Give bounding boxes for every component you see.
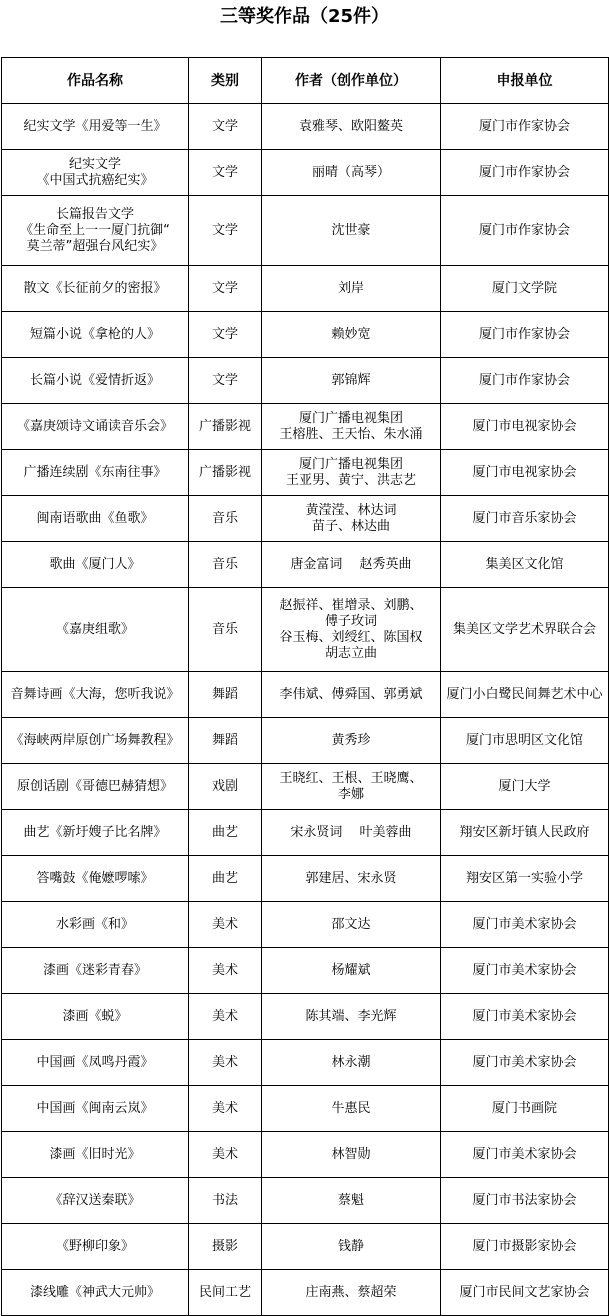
work-category: 音乐 (189, 542, 262, 588)
work-name: 散文《长征前夕的密报》 (2, 266, 189, 312)
work-category: 广播影视 (189, 450, 262, 496)
work-unit: 厦门市作家协会 (441, 196, 609, 266)
table-header-row (2, 58, 609, 104)
work-name: 短篇小说《拿枪的人》 (2, 312, 189, 358)
work-author: 赵振祥、崔增录、刘鹏、 傅子玫词 谷玉梅、刘绶红、陈国权 胡志立曲 (262, 588, 441, 672)
work-author: 沈世豪 (262, 196, 441, 266)
work-unit: 厦门市作家协会 (441, 150, 609, 196)
work-author: 林永潮 (262, 1040, 441, 1086)
work-author: 黄滢滢、林达词 苗子、林达曲 (262, 496, 441, 542)
work-category: 广播影视 (189, 404, 262, 450)
work-unit: 厦门书画院 (441, 1086, 609, 1132)
work-unit: 集美区文化馆 (441, 542, 609, 588)
header-name: 作品名称 (2, 58, 189, 104)
table-row (2, 496, 609, 542)
table-body (2, 104, 609, 1316)
work-name: 漆线雕《神武大元帅》 (2, 1270, 189, 1316)
work-name: 水彩画《和》 (2, 902, 189, 948)
work-author: 丽晴（高琴） (262, 150, 441, 196)
work-category: 民间工艺 (189, 1270, 262, 1316)
table-row (2, 1178, 609, 1224)
work-name: 漆画《迷彩青春》 (2, 948, 189, 994)
table-row (2, 266, 609, 312)
table-row (2, 672, 609, 718)
work-category: 文学 (189, 150, 262, 196)
work-category: 文学 (189, 358, 262, 404)
work-name: 漆画《蜕》 (2, 994, 189, 1040)
work-unit: 厦门市美术家协会 (441, 948, 609, 994)
work-name: 长篇报告文学 《生命至上一一厦门抗御“ 莫兰蒂”超强台风纪实》 (2, 196, 189, 266)
work-category: 美术 (189, 1132, 262, 1178)
work-name: 原创话剧《哥德巴赫猜想》 (2, 764, 189, 810)
work-category: 书法 (189, 1178, 262, 1224)
table-row (2, 902, 609, 948)
page-title: 三等奖作品（25件） (219, 6, 390, 27)
work-category: 文学 (189, 196, 262, 266)
table-row (2, 150, 609, 196)
table-row (2, 718, 609, 764)
work-category: 文学 (189, 104, 262, 150)
work-category: 舞蹈 (189, 672, 262, 718)
work-author: 林智勋 (262, 1132, 441, 1178)
work-category: 音乐 (189, 588, 262, 672)
work-name: 《嘉庚组歌》 (2, 588, 189, 672)
work-unit: 厦门市美术家协会 (441, 994, 609, 1040)
work-name: 《海峡两岸原创广场舞教程》 (2, 718, 189, 764)
work-author: 唐金富词 赵秀英曲 (262, 542, 441, 588)
work-unit: 厦门市作家协会 (441, 312, 609, 358)
work-author: 郭锦辉 (262, 358, 441, 404)
work-author: 袁雅琴、欧阳鳌英 (262, 104, 441, 150)
work-category: 美术 (189, 1040, 262, 1086)
work-category: 文学 (189, 266, 262, 312)
work-name: 音舞诗画《大海，您听我说》 (2, 672, 189, 718)
work-name: 纪实文学《用爱等一生》 (2, 104, 189, 150)
work-author: 邵文达 (262, 902, 441, 948)
work-category: 文学 (189, 312, 262, 358)
table-row (2, 1086, 609, 1132)
header-unit: 申报单位 (441, 58, 609, 104)
work-name: 长篇小说《爱情折返》 (2, 358, 189, 404)
table-row (2, 588, 609, 672)
work-category: 曲艺 (189, 810, 262, 856)
work-unit: 厦门小白鹭民间舞艺术中心 (441, 672, 609, 718)
table-row (2, 196, 609, 266)
work-author: 厦门广播电视集团 王亚男、黄宁、洪志艺 (262, 450, 441, 496)
work-author: 郭建居、宋永贤 (262, 856, 441, 902)
table-row (2, 358, 609, 404)
table-row (2, 1132, 609, 1178)
table-row (2, 1224, 609, 1270)
work-category: 音乐 (189, 496, 262, 542)
work-category: 美术 (189, 994, 262, 1040)
header-category: 类别 (189, 58, 262, 104)
table-row (2, 312, 609, 358)
work-category: 摄影 (189, 1224, 262, 1270)
work-unit: 厦门市民间文艺家协会 (441, 1270, 609, 1316)
work-unit: 厦门市美术家协会 (441, 1132, 609, 1178)
work-name: 漆画《旧时光》 (2, 1132, 189, 1178)
work-name: 曲艺《新圩嫂子比名牌》 (2, 810, 189, 856)
work-name: 中国画《凤鸣丹霞》 (2, 1040, 189, 1086)
work-unit: 厦门市音乐家协会 (441, 496, 609, 542)
work-unit: 厦门文学院 (441, 266, 609, 312)
work-unit: 厦门市美术家协会 (441, 1040, 609, 1086)
work-unit: 厦门市电视家协会 (441, 404, 609, 450)
work-author: 钱静 (262, 1224, 441, 1270)
work-category: 美术 (189, 948, 262, 994)
work-name: 《野柳印象》 (2, 1224, 189, 1270)
work-name: 歌曲《厦门人》 (2, 542, 189, 588)
table-row (2, 104, 609, 150)
work-unit: 厦门市美术家协会 (441, 902, 609, 948)
work-author: 杨耀斌 (262, 948, 441, 994)
work-author: 蔡魁 (262, 1178, 441, 1224)
work-unit: 翔安区新圩镇人民政府 (441, 810, 609, 856)
work-name: 闽南语歌曲《鱼歌》 (2, 496, 189, 542)
work-category: 美术 (189, 902, 262, 948)
table-row (2, 404, 609, 450)
work-unit: 厦门市作家协会 (441, 104, 609, 150)
work-author: 厦门广播电视集团 王榕胜、王天怡、朱水涌 (262, 404, 441, 450)
work-name: 答嘴鼓《俺嬷啰嗦》 (2, 856, 189, 902)
work-category: 戏剧 (189, 764, 262, 810)
table-row (2, 856, 609, 902)
work-name: 纪实文学 《中国式抗癌纪实》 (2, 150, 189, 196)
work-unit: 厦门市电视家协会 (441, 450, 609, 496)
work-author: 李伟斌、傅舜国、郭勇斌 (262, 672, 441, 718)
work-author: 庄南燕、蔡超荣 (262, 1270, 441, 1316)
table-row (2, 1040, 609, 1086)
work-unit: 厦门市书法家协会 (441, 1178, 609, 1224)
work-name: 中国画《闽南云岚》 (2, 1086, 189, 1132)
table-row (2, 994, 609, 1040)
awards-table (1, 57, 609, 1316)
table-row (2, 450, 609, 496)
work-author: 刘岸 (262, 266, 441, 312)
work-author: 王晓红、王根、王晓鹰、 李娜 (262, 764, 441, 810)
work-category: 舞蹈 (189, 718, 262, 764)
work-author: 牛惠民 (262, 1086, 441, 1132)
work-unit: 厦门大学 (441, 764, 609, 810)
work-unit: 翔安区第一实验小学 (441, 856, 609, 902)
work-unit: 厦门市摄影家协会 (441, 1224, 609, 1270)
work-name: 《辞汉送秦联》 (2, 1178, 189, 1224)
work-category: 曲艺 (189, 856, 262, 902)
work-name: 《嘉庚颂诗文诵读音乐会》 (2, 404, 189, 450)
table-row (2, 542, 609, 588)
table-row (2, 810, 609, 856)
table-row (2, 764, 609, 810)
work-author: 赖妙宽 (262, 312, 441, 358)
work-category: 美术 (189, 1086, 262, 1132)
work-author: 黄秀珍 (262, 718, 441, 764)
work-name: 广播连续剧《东南往事》 (2, 450, 189, 496)
header-author: 作者（创作单位） (262, 58, 441, 104)
work-unit: 集美区文学艺术界联合会 (441, 588, 609, 672)
table-row (2, 1270, 609, 1316)
work-unit: 厦门市作家协会 (441, 358, 609, 404)
work-author: 宋永贤词 叶美蓉曲 (262, 810, 441, 856)
table-row (2, 948, 609, 994)
work-author: 陈其端、李光辉 (262, 994, 441, 1040)
work-unit: 厦门市思明区文化馆 (441, 718, 609, 764)
